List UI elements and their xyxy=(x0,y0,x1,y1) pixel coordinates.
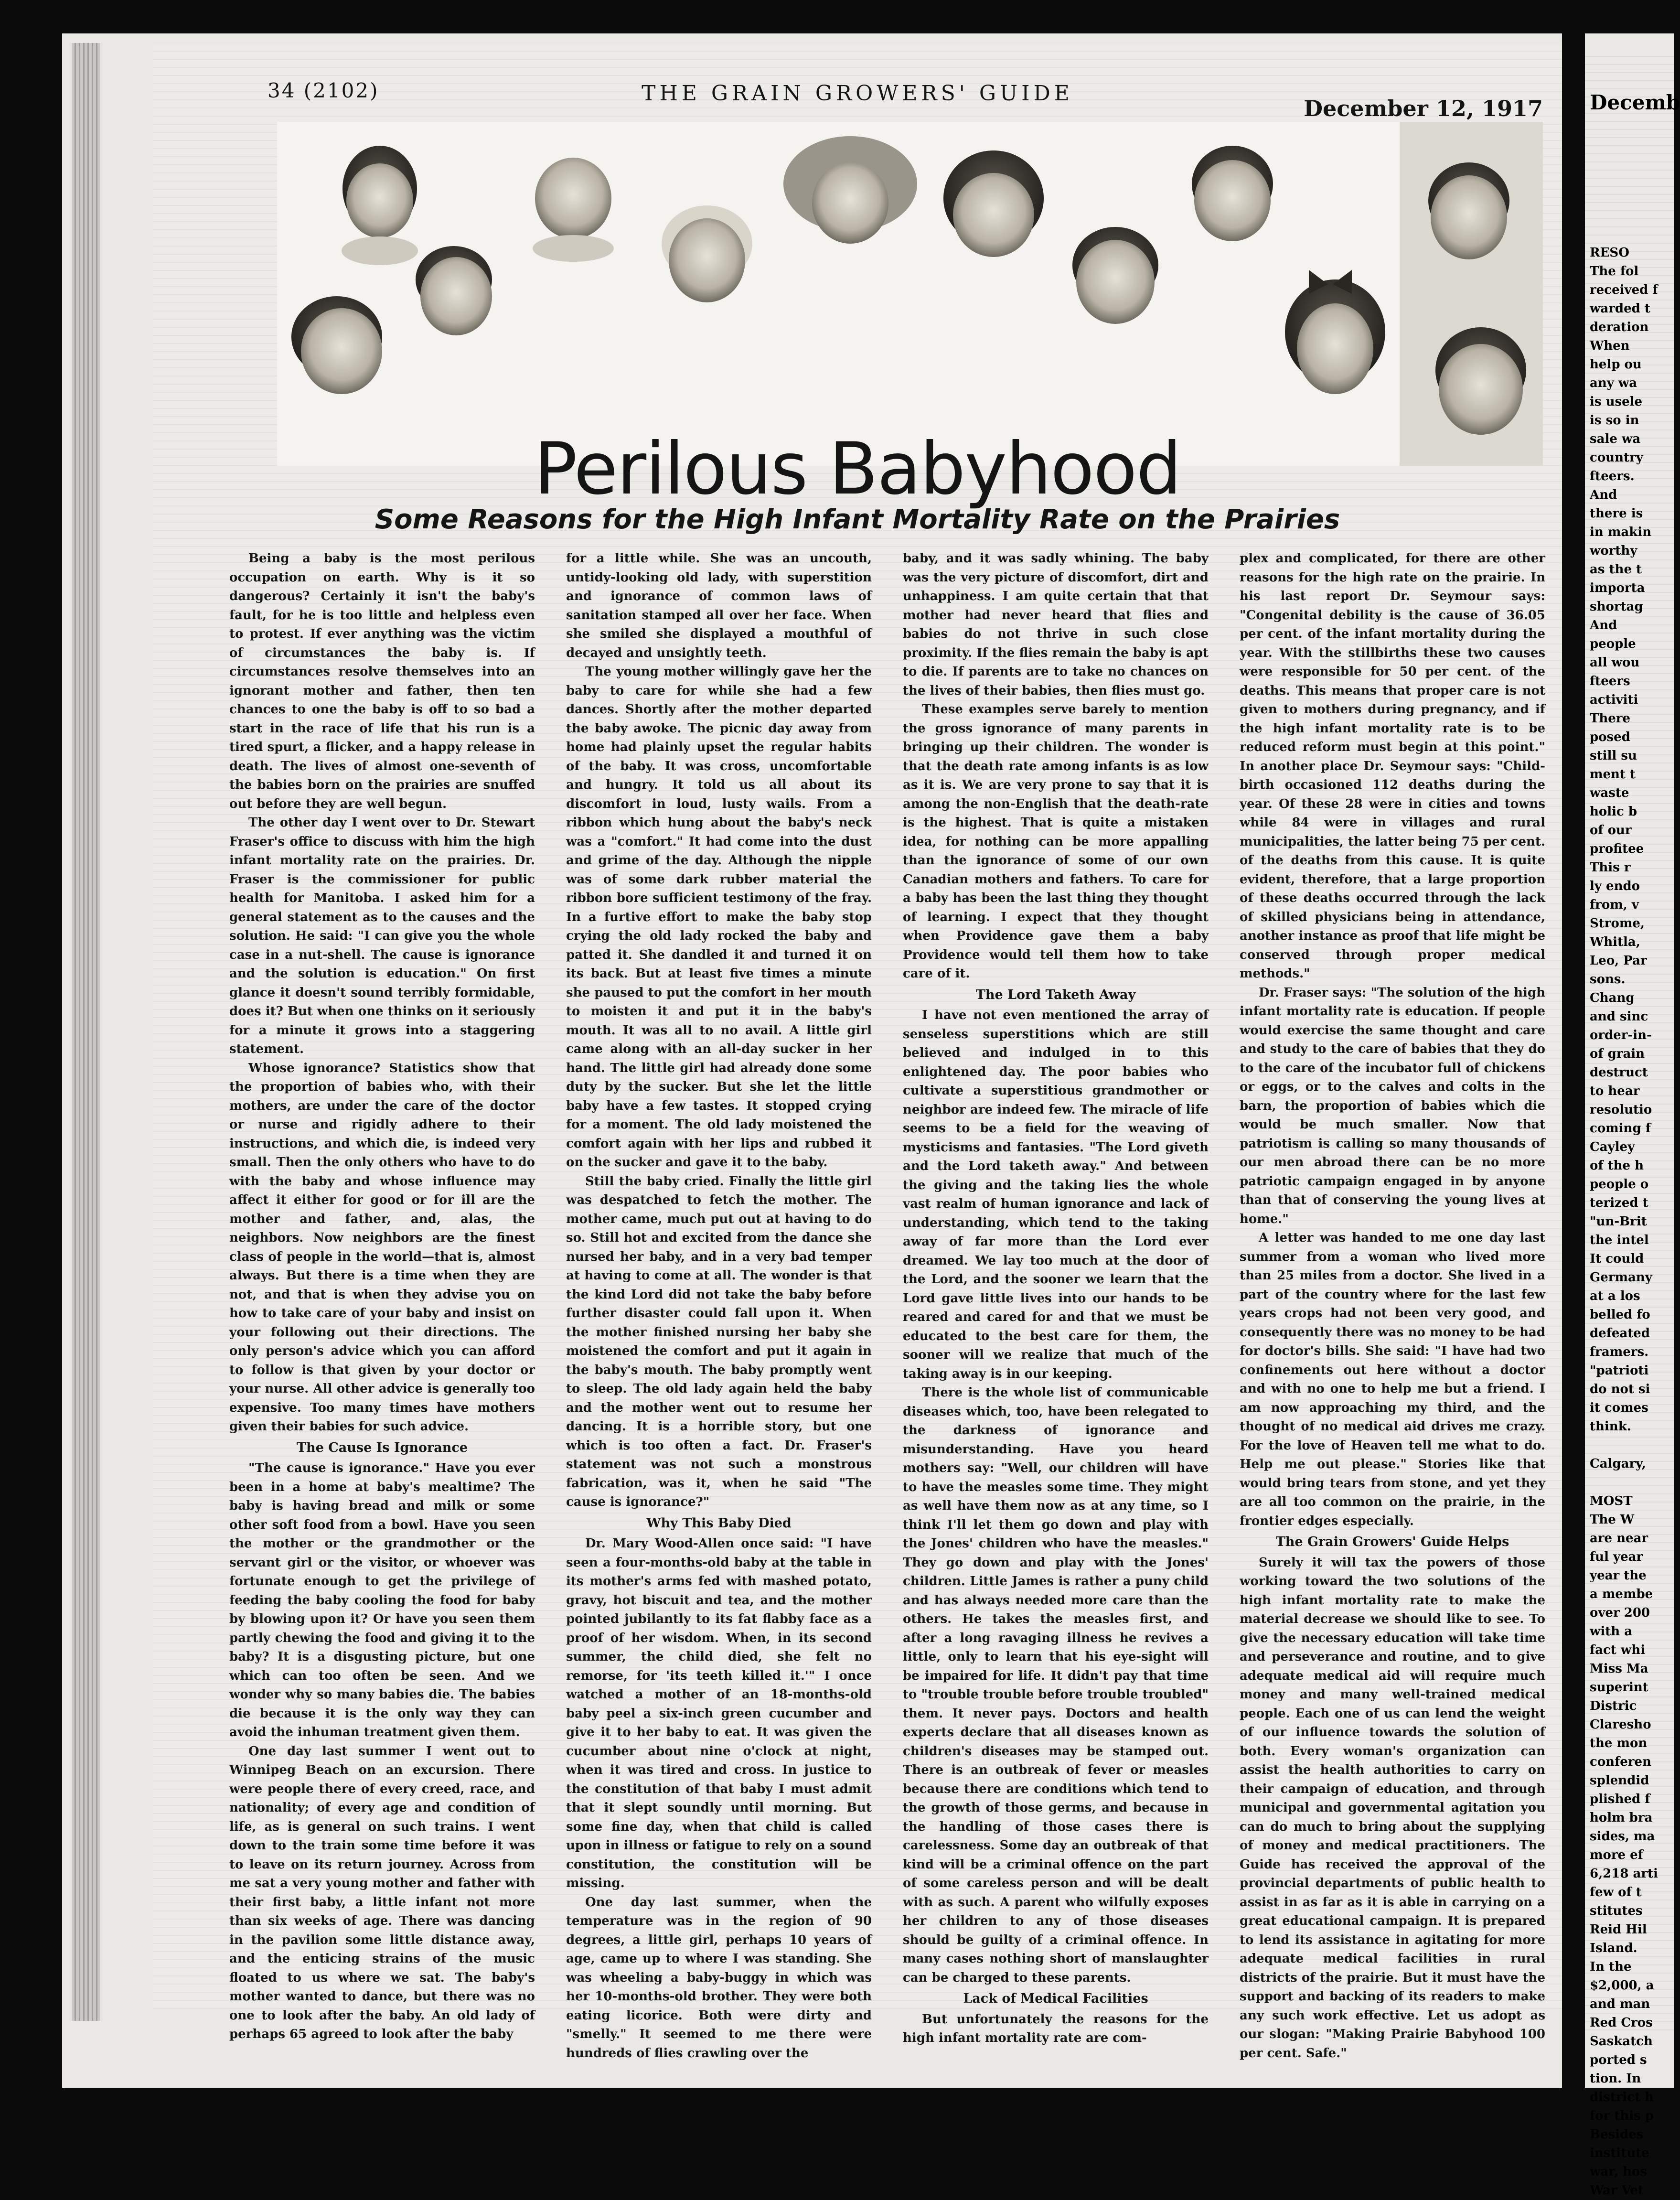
article-column-3 xyxy=(903,549,1209,2045)
section-heading: The Grain Growers' Guide Helps xyxy=(1275,1535,1509,1549)
adjacent-page-line: of grain xyxy=(1590,1047,1645,1061)
newspaper-page xyxy=(153,45,1562,2060)
adjacent-page-line: waste xyxy=(1590,786,1629,800)
adjacent-page-line: worthy xyxy=(1590,544,1637,558)
article-subheadline: Some Reasons for the High Infant Mortality Rate on the Prairies xyxy=(375,504,1340,535)
baby-portrait xyxy=(1435,327,1526,435)
adjacent-page-line: there is xyxy=(1590,506,1643,521)
adjacent-page-line: Besides xyxy=(1590,2127,1644,2142)
adjacent-page-line: Leo, Par xyxy=(1590,954,1647,968)
adjacent-page-line: ful year xyxy=(1590,1550,1643,1564)
adjacent-page-line: district h xyxy=(1590,2090,1654,2104)
adjacent-page-line: and sinc xyxy=(1590,1009,1648,1024)
adjacent-page-line: are near xyxy=(1590,1531,1648,1545)
adjacent-page-line: order-in- xyxy=(1590,1028,1652,1042)
adjacent-page-line: war, hos xyxy=(1590,2165,1648,2179)
adjacent-page-line: warded t xyxy=(1590,301,1650,316)
adjacent-page-line: fteers. xyxy=(1590,469,1635,483)
adjacent-page-line: shortag xyxy=(1590,600,1643,614)
adjacent-page-line: resolutio xyxy=(1590,1103,1652,1117)
adjacent-page-line: Chang xyxy=(1590,991,1635,1005)
article-headline: Perilous Babyhood xyxy=(534,428,1181,511)
adjacent-page-line: ment t xyxy=(1590,767,1636,782)
adjacent-page-line: still su xyxy=(1590,749,1637,763)
adjacent-page-line: to hear xyxy=(1590,1084,1640,1098)
adjacent-page-line: a membe xyxy=(1590,1587,1653,1601)
adjacent-page-line: conferen xyxy=(1590,1755,1651,1769)
paragraph: A letter was handed to me one day last summer from a woman who lived more than 25 miles from a doctor. She lived in a part of the country where for the last few years crops had not been very good, and consequently there was no money to be had for doctor's bills. She said: "I have had two confinements out here without a doctor and with no one to help me but a friend. I am now approaching my third, and the thought of no medical aid drives me crazy. For the love of Heaven tell me what to do. Help me out please." Stories like that would bring tears from stone, and yet they are all too common on the prairie, in the frontier edges especially. xyxy=(1240,1231,1545,1528)
adjacent-page-line: belled fo xyxy=(1590,1308,1650,1322)
baby-portrait xyxy=(1072,227,1158,324)
adjacent-page-line: And xyxy=(1590,618,1617,633)
adjacent-page-line xyxy=(1590,1473,1676,1492)
adjacent-page-line: people xyxy=(1590,637,1636,651)
paragraph: Being a baby is the most perilous occupation on earth. Why is it so dangerous? Certainly it isn't the baby's fault, for he is too little and helpless even to protest. If ever anything was the victim of circumstances the baby is. If circumstances resolve themselves into an ignorant mother and father, then ten chances to one the baby is off to so bad a start in the race of life that his run is a tired spurt, a flicker, and a happy release in death. The lives of almost one-seventh of the babies born on the prairies are snuffed out before they are well begun. xyxy=(229,551,535,811)
paragraph: One day last summer I went out to Winnipeg Beach on an excursion. There were people there of every creed, race, and nationality; of every age and condition of life, as is general on such trains. I went down to the train some time before it was to leave on its return journey. Across from me sat a very young mother and father with their first baby, a little infant not more than six weeks of age. There was dancing in the pavilion some little distance away, and the enticing strains of the music floated to us where we sat. The baby's mother wanted to dance, but there was no one to look after the baby. An old lady of perhaps 65 agreed to look after the baby xyxy=(229,1744,535,2041)
adjacent-page-line: When xyxy=(1590,339,1630,353)
adjacent-page-line: defeated xyxy=(1590,1326,1650,1341)
adjacent-page-line: as the t xyxy=(1590,562,1642,577)
section-heading: The Lord Taketh Away xyxy=(975,987,1136,1002)
adjacent-page-line: think. xyxy=(1590,1419,1631,1434)
publication-title: THE GRAIN GROWERS' GUIDE xyxy=(642,81,1073,106)
adjacent-page-line: sons. xyxy=(1590,972,1626,987)
paragraph: There is the whole list of communicable diseases which, too, have been relegated to the darkness of ignorance and misunderstanding. Have you heard mothers say: "Well, our children will have to have the measles some time. They might as well have them now as at any time, so I think I'll let them go down and play with the Jones' children who have the measles." They go down and play with the Jones' children. Little James is rather a puny child and has always needed more care than the others. He takes the measles first, and after a long ravaging illness he revives a little, only to learn that his eye-sight will be impaired for life. It didn't pay that time to "trouble trouble before trouble troubled" them. It never pays. Doctors and health experts declare that all diseases known as children's diseases may be stamped out. There is an outbreak of fever or measles because there are conditions which tend to the growth of those germs, and because in the handling of those cases there is carelessness. Some day an outbreak of that kind will be a criminal offence on the part of some careless person and will be dealt with as such. A parent who wilfully exposes her children to any of those diseases should be guilty of a criminal offence. In many cases nothing short of manslaughter can be charged to these parents. xyxy=(903,1385,1209,1985)
adjacent-page-line: And xyxy=(1590,488,1617,502)
adjacent-page-line: and man xyxy=(1590,1997,1650,2011)
adjacent-page-line: sale wa xyxy=(1590,432,1641,446)
adjacent-page-line: the intel xyxy=(1590,1233,1649,1247)
adjacent-page-line: of our xyxy=(1590,823,1632,837)
paragraph: Dr. Mary Wood-Allen once said: "I have seen a four-months-old baby at the table in its mother's arms fed with mashed potato, gravy, hot biscuit and tea, and the mother pointed jubilantly to its fat flabby face as a proof of her wisdom. When, in its second summer, the child died, she felt no remorse, for 'its teeth killed it.'" I once watched a mother of an 18-months-old baby peel a six-inch green cucumber and give it to her baby to eat. It was given the cucumber about nine o'clock at night, when it was tired and cross. In justice to the constitution of that baby I must admit that it slept soundly until morning. But some fine day, when that child is called upon in illness or fatigue to rely on a sound constitution, the constitution will be missing. xyxy=(566,1536,872,1890)
adjacent-page-line: Miss Ma xyxy=(1590,1662,1648,1676)
adjacent-page-line: any wa xyxy=(1590,376,1637,390)
adjacent-page-line: MOST xyxy=(1590,1494,1633,1508)
adjacent-page-line: plished f xyxy=(1590,1792,1650,1806)
baby-portrait xyxy=(416,246,492,335)
bound-volume-page-edges xyxy=(72,43,100,2021)
adjacent-page-line: Cayley xyxy=(1590,1140,1635,1154)
page-number: 34 (2102) xyxy=(268,79,379,102)
adjacent-page-line: Strome, xyxy=(1590,916,1645,931)
adjacent-page-line: Red Cros xyxy=(1590,2016,1653,2030)
baby-portrait xyxy=(1285,270,1385,394)
adjacent-page-line: The fol xyxy=(1590,264,1639,279)
adjacent-page-line: coming f xyxy=(1590,1121,1651,1136)
paragraph: for a little while. She was an uncouth, untidy-looking old lady, with superstition and ignorance of common laws of sanitation stamped all over her face. When she smiled she displayed a mouthful of decayed and unsightly teeth. xyxy=(566,551,872,660)
adjacent-page-line: ported s xyxy=(1590,2053,1647,2067)
paragraph: Surely it will tax the powers of those working toward the two solutions of the high infant mortality rate to make the material decrease we should like to see. To give the necessary education will take time and perseverance and routine, and to give adequate medical aid will require much money and many well-trained medical people. Each one of us can lend the weight of our influence towards the solution of both. Every woman's organization can assist the health authorities to carry on their campaign of education, and through municipal and governmental agitation you can do much to bring about the supplying of money and medical practitioners. The Guide has received the approval of the provincial departments of public health to assist in as far as it is able in carrying on a great educational campaign. It is prepared to lend its assistance in agitating for more adequate medical facilities in rural districts of the prairie. But it must have the support and backing of its readers to make any such work effective. Let us adopt as our slogan: "Making Prairie Babyhood 100 per cent. Safe." xyxy=(1240,1555,1545,2060)
adjacent-page-line: posed xyxy=(1590,730,1630,744)
adjacent-page-line: do not si xyxy=(1590,1382,1650,1396)
issue-date: December 12, 1917 xyxy=(1304,96,1543,121)
adjacent-page-line: 6,218 arti xyxy=(1590,1867,1658,1881)
baby-portrait xyxy=(1428,162,1509,259)
adjacent-page-line: "un-Brit xyxy=(1590,1214,1647,1229)
baby-portrait xyxy=(783,136,917,244)
adjacent-page-line: for this p xyxy=(1590,2109,1654,2123)
article-column-4 xyxy=(1240,549,1545,2060)
paragraph: plex and complicated, for there are other reasons for the high rate on the prairie. In his last report Dr. Seymour says: "Congenital debility is the cause of 36.05 per cent. of the infant mortality during the year. With the stillbirths these two causes were responsible for 50 per cent. of the deaths. This means that proper care is not given to mothers during pregnancy, and if the high infant mortality rate is to be reduced reform must begin at this point." In another place Dr. Seymour says: "Child-birth occasioned 112 deaths during the year. Of these 28 were in cities and towns while 84 were in villages and rural municipalities, the latter being 75 per cent. of the deaths from this cause. It is quite evident, therefore, that a large proportion of these deaths occurred through the lack of skilled physicians being in attendance, another instance as proof that life might be conserved through proper medical methods." xyxy=(1240,551,1545,981)
adjacent-page-line: Claresho xyxy=(1590,1717,1651,1732)
paragraph: But unfortunately the reasons for the high infant mortality rate are com- xyxy=(903,2012,1209,2045)
adjacent-page-line: RESO xyxy=(1590,246,1629,260)
baby-portrait xyxy=(533,158,614,262)
adjacent-page-line: War Vet xyxy=(1590,2183,1644,2198)
adjacent-page-line: It could xyxy=(1590,1252,1644,1266)
adjacent-page-line: deration xyxy=(1590,320,1649,334)
baby-portrait xyxy=(1192,146,1273,241)
paragraph: Whose ignorance? Statistics show that the proportion of babies who, with their mothers, are under the care of the doctor or nurse and rigidly adhere to their instructions, and which die, is indeed very small. Then the only others who have to do with the baby and whose influence may affect it either for good or for ill are the mother and father, and, alas, the neighbors. Now neighbors are the finest class of people in the world—that is, almost always. But there is a time when they are not, and that is when they advise you on how to take care of your baby and insist on your following out their directions. The only person's advice which you can afford to follow is that given by your doctor or your nurse. All other advice is generally too expensive. Too many times have mothers given their babies for such advice. xyxy=(229,1061,535,1434)
adjacent-page-line: activiti xyxy=(1590,693,1638,707)
adjacent-page-line: $2,000, a xyxy=(1590,1978,1654,1993)
adjacent-page-line: There xyxy=(1590,711,1631,726)
paragraph: These examples serve barely to mention the gross ignorance of many parents in bringing up their children. The wonder is that the death rate among infants is as low as it is. We are very prone to say that it is among the non-English that the death-rate is the highest. That is quite a mistaken idea, for nothing can be more appalling than the ignorance of some of our own Canadian mothers and fathers. To care for a baby has been the last thing they thought of learning. I expect that they thought when Providence gave them a baby Providence would tell them how to take care of it. xyxy=(903,702,1209,981)
adjacent-page-line: people o xyxy=(1590,1177,1649,1191)
adjacent-page-line: Saskatch xyxy=(1590,2034,1653,2049)
baby-portrait xyxy=(342,146,418,265)
adjacent-page-line: Island. xyxy=(1590,1941,1637,1955)
adjacent-page-line: is usele xyxy=(1590,395,1643,409)
paragraph: Still the baby cried. Finally the little girl was despatched to fetch the mother. The mother came, much put out at having to do so. Still hot and excited from the dance she nursed her baby, and in a very bad temper at having to come at all. The wonder is that the kind Lord did not take the baby before further disaster could fall upon it. When the mother finished nursing her baby she moistened the comfort and put it again in the baby's mouth. The baby promptly went to sleep. The old lady again held the baby and the mother went out to resume her dancing. It is a horrible story, but one which is too often a fact. Dr. Fraser's statement was not such a monstrous fabrication, was it, when he said "The cause is ignorance?" xyxy=(566,1174,872,1509)
adjacent-page-line: at a los xyxy=(1590,1289,1640,1303)
adjacent-page-line: sides, ma xyxy=(1590,1829,1655,1844)
adjacent-page-line: destruct xyxy=(1590,1065,1648,1080)
adjacent-page-line: fact whi xyxy=(1590,1643,1646,1657)
baby-portrait xyxy=(291,296,382,394)
adjacent-page-line: holm bra xyxy=(1590,1811,1653,1825)
adjacent-page-line: This r xyxy=(1590,860,1631,875)
adjacent-page-line: help ou xyxy=(1590,357,1642,372)
book-spine-gutter xyxy=(1562,0,1585,2102)
adjacent-page-line: tion. In xyxy=(1590,2071,1641,2086)
adjacent-page-line: "patrioti xyxy=(1590,1363,1649,1378)
adjacent-page-line: superint xyxy=(1590,1680,1648,1695)
adjacent-page-text xyxy=(1590,244,1676,2200)
adjacent-page-line: Whitla, xyxy=(1590,935,1640,949)
adjacent-page-line: ly endo xyxy=(1590,879,1640,893)
adjacent-page-line: with a xyxy=(1590,1624,1633,1639)
section-heading: Why This Baby Died xyxy=(646,1515,792,1531)
adjacent-page-line: Reid Hil xyxy=(1590,1922,1647,1937)
adjacent-page-line: all wou xyxy=(1590,655,1640,670)
adjacent-page-line: of the h xyxy=(1590,1159,1644,1173)
baby-portraits-photo-strip xyxy=(277,122,1543,466)
section-heading: Lack of Medical Facilities xyxy=(963,1991,1148,2006)
adjacent-page-line: year the xyxy=(1590,1568,1647,1583)
adjacent-page-line: splendid xyxy=(1590,1773,1649,1788)
paragraph: Dr. Fraser says: "The solution of the high infant mortality rate is education. If people would exercise the same thought and care and study to the care of babies that they do to the care of the incubator full of chickens or eggs, or to the calves and colts in the barn, the proportion of babies which die would be much smaller. Now that patriotism is calling so many thousands of our men abroad there can be no more patriotic campaign engaged in by anyone than that of conserving the young lives at home." xyxy=(1240,985,1545,1226)
adjacent-page-line: institute xyxy=(1590,2146,1649,2160)
adjacent-page-line: Distric xyxy=(1590,1699,1637,1713)
adjacent-page-line: received f xyxy=(1590,283,1658,297)
paragraph: One day last summer, when the temperature was in the region of 90 degrees, a little girl, perhaps 10 years of age, came up to where I was standing. She was wheeling a baby-buggy in which was her 10-months-old brother. They were both eating licorice. Both were dirty and "smelly." It seemed to me there were hundreds of flies crawling over the xyxy=(566,1895,872,2060)
adjacent-page-line: importa xyxy=(1590,581,1645,595)
article-column-2 xyxy=(566,549,872,2060)
adjacent-page-line: few of t xyxy=(1590,1885,1642,1900)
page-header xyxy=(153,45,1562,121)
adjacent-page-line: more ef xyxy=(1590,1848,1643,1862)
adjacent-page-line: fteers xyxy=(1590,674,1630,688)
adjacent-page-line: country xyxy=(1590,451,1643,465)
adjacent-page-line: holic b xyxy=(1590,805,1637,819)
adjacent-page-line: from, v xyxy=(1590,898,1639,912)
adjacent-page-line: stitutes xyxy=(1590,1904,1643,1918)
adjacent-page-line: it comes xyxy=(1590,1401,1648,1415)
adjacent-page-line: profitee xyxy=(1590,842,1644,856)
adjacent-page-line: in makin xyxy=(1590,525,1651,539)
baby-portraits-image xyxy=(277,122,1543,466)
adjacent-page-line xyxy=(1590,1436,1676,1455)
adjacent-page-line: is so in xyxy=(1590,413,1639,428)
article-column-1 xyxy=(229,549,535,2041)
paragraph: "The cause is ignorance." Have you ever been in a home at baby's mealtime? The baby is having bread and milk or some other soft food from a bowl. Have you seen the mother or the grandmother or the servant girl or the visitor, or whoever was fortunate enough to get the privilege of feeding the baby cooling the food for baby by blowing upon it? Or have you seen them partly chewing the food and giving it to the baby? It is a disgusting picture, but one which can too often be seen. And we wonder why so many babies die. The babies die because it is the only way they can avoid the inhuman treatment given them. xyxy=(229,1461,535,1739)
adjacent-page-fragment xyxy=(1585,53,1680,2198)
adjacent-page-line: over 200 xyxy=(1590,1606,1650,1620)
adjacent-page-header: Decemb xyxy=(1590,91,1680,114)
adjacent-page-line: The W xyxy=(1590,1513,1635,1527)
section-heading: The Cause Is Ignorance xyxy=(296,1440,468,1455)
paragraph: The other day I went over to Dr. Stewart Fraser's office to discuss with him the high infant mortality rate on the prairies. Dr. Fraser is the commissioner for public health for Manitoba. I asked him for a general statement as to the causes and the solution. He said: "I can give you the whole case in a nut-shell. The cause is ignorance and the solution is education." On first glance it doesn't sound terribly formidable, does it? But when one thinks on it seriously for a minute it grows into a staggering statement. xyxy=(229,816,535,1056)
baby-portrait xyxy=(662,205,752,302)
adjacent-page-line: terized t xyxy=(1590,1196,1648,1210)
paragraph: I have not even mentioned the array of senseless superstitions which are still believed and indulged in to this enlightened day. The poor babies who cultivate a superstitious grandmother or neighbor are indeed few. The miracle of life seems to be a field for the weaving of mysticisms and fantasies. "The Lord giveth and the Lord taketh away." And between the giving and the taking lies the whole vast realm of human ignorance and lack of understanding, which tend to the taking away of far more than the Lord ever dreamed. We lay too much at the door of the Lord, and the sooner we learn that the Lord gave little lives into our hands to be reared and cared for and that we must be educated to the best care for them, the sooner will we realize that much of the taking away is in our keeping. xyxy=(903,1008,1209,1381)
adjacent-page-line: the mon xyxy=(1590,1736,1648,1750)
baby-portrait xyxy=(943,150,1044,257)
paragraph: The young mother willingly gave her the baby to care for while she had a few dances. Shortly after the mother departed the baby awoke. The picnic day away from home had plainly upset the regular habits of the baby. It was cross, uncomfortable and hungry. It told us all about its discomfort in loud, lusty wails. From a ribbon which hung about the baby's neck was a "comfort." It had come into the dust and grime of the day. Although the nipple was of some dark rubber material the ribbon bore sufficient testimony of the fray. In a furtive effort to make the baby stop crying the old lady rocked the baby and patted it. She dandled it and turned it on its back. But at least five times a minute she paused to put the comfort in her mouth to moisten it and put it in the baby's mouth. It was all to no avail. A little girl came along with an all-day sucker in her hand. The little girl had already done some duty by the sucker. But she let the little baby have a few tastes. It stopped crying for a moment. The old lady moistened the comfort again with her lips and rubbed it on the sucker and gave it to the baby. xyxy=(566,665,872,1170)
adjacent-page-line: framers. xyxy=(1590,1345,1649,1359)
adjacent-page-line: Germany xyxy=(1590,1270,1652,1285)
paragraph: baby, and it was sadly whining. The baby was the very picture of discomfort, dirt and unhappiness. I am quite certain that that mother had never heard that flies and babies do not thrive in such close proximity. If the flies remain the baby is apt to die. If parents are to take no chances on the lives of their babies, then flies must go. xyxy=(903,551,1209,698)
adjacent-page-line: In the xyxy=(1590,1960,1632,1974)
adjacent-page-line: Calgary, xyxy=(1590,1457,1646,1471)
